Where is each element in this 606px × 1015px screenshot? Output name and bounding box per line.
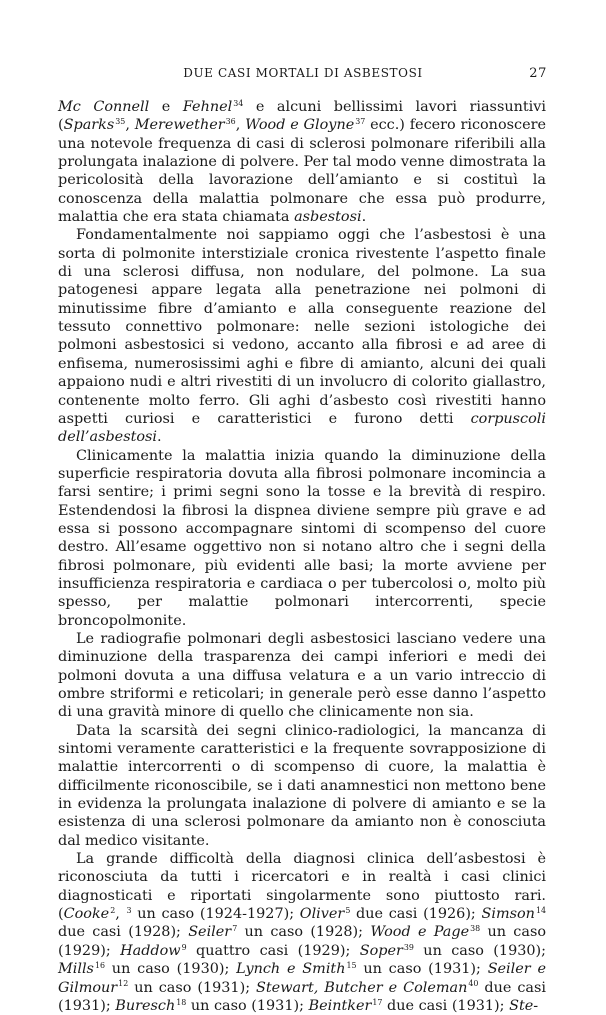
italic-text: Haddow [120, 942, 181, 959]
italic-text: Merewether [134, 117, 225, 134]
page-number: 27 [529, 66, 547, 81]
italic-text: Oliver [299, 906, 345, 923]
text-run: due casi (1931); [382, 997, 510, 1014]
paragraph [58, 98, 546, 226]
reference-number: 39 [403, 942, 414, 952]
reference-number: 5 [345, 905, 351, 915]
text-run: , [235, 117, 246, 134]
text-run: ecc.) fecero riconoscere una notevole frequenza di casi di sclerosi polmonare riferibili alla prolungata inalazione di polvere. Per tal modo venne dimostrata la pericolosità della lavorazione dell’amianto e si costituì la conoscenza della malattia polmonare che essa può produrre, malattia che era stata chiamata [58, 117, 546, 226]
text-run: un caso (1929); [58, 924, 546, 959]
reference-number: 35 [115, 117, 126, 127]
reference-number: 34 [233, 98, 244, 108]
running-header [59, 66, 547, 82]
reference-number: 9 [181, 942, 187, 952]
italic-text: Cooke [63, 906, 110, 923]
paragraph [58, 850, 546, 1015]
reference-number: 16 [94, 961, 105, 971]
text-run: un caso (1931); [186, 997, 309, 1014]
italic-text: Seiler [188, 924, 232, 941]
reference-number: 38 [470, 924, 481, 934]
text-run: , [125, 117, 135, 134]
reference-number: 18 [176, 997, 187, 1007]
paragraph [58, 226, 546, 446]
text-run: un caso (1930); [413, 942, 547, 959]
italic-text: Stewart, Butcher e Coleman [256, 979, 468, 996]
reference-number: 7 [232, 924, 238, 934]
italic-text: asbestosi [294, 209, 362, 226]
text-run: due casi (1926); [350, 906, 482, 923]
reference-number: 14 [535, 905, 546, 915]
reference-number: 17 [372, 997, 383, 1007]
text-run: un caso (1931); [128, 979, 257, 996]
italic-text: Fehnel [182, 99, 233, 115]
text-run: un caso (1930); [105, 961, 237, 978]
text-run: e [149, 99, 183, 115]
italic-text: corpuscoli dell’asbestosi [58, 410, 546, 446]
italic-text: Beintker [308, 997, 372, 1014]
text-run: Fondamentalmente noi sappiamo oggi che l’asbestosi è una sorta di polmonite interstiziale cronica rivestente l’aspetto finale di una sclerosi diffusa, non nodulare, del polmone. La sua patogenesi appare legata alla penetrazione nei polmoni di minutissime fibre d’amianto e alla conseguente reazione del tessuto connettivo polmonare: nelle sezioni istologiche dei polmoni asbestosici si vedono, accanto alla fibrosi e ad aree di enfisema, numerosissimi aghi e fibre di amianto, alcuni dei quali appaiono nudi e altri rivestiti di un involucro di colorito giallastro, contenente molto ferro. Gli aghi d’asbesto così rivestiti hanno aspetti curiosi e caratteristici e furono detti [58, 227, 546, 427]
italic-text: Buresch [115, 997, 176, 1014]
text-run: . [361, 209, 367, 226]
paragraph [58, 630, 546, 722]
text-run: un caso (1931); [356, 961, 488, 978]
italic-text: Seiler e Gilmour [58, 961, 546, 996]
italic-text: Wood e Gloyne [245, 117, 355, 134]
text-run: due casi (1931); [58, 979, 546, 1014]
reference-number: 3 [126, 905, 132, 915]
italic-text: Soper [359, 942, 403, 959]
text-run: un caso (1924-1927); [131, 906, 300, 923]
text-run: La grande difficoltà della diagnosi clinica dell’asbestosi è riconosciuta da tutti i ricercatori e in realtà i casi clinici diagnosticati e riportati singolarmente sono piuttosto rari. ( [58, 851, 546, 923]
text-run: due casi (1928); [58, 924, 189, 941]
text-run: Le radiografie polmonari degli asbestosici lasciano vedere una diminuzione della trasparenza dei campi inferiori e medi dei polmoni dovuta a una diffusa velatura e a un vario intreccio di ombre striformi e reticolari; in generale però esse danno l’aspetto di una gravità minore di quello che clinicamente non sia. [58, 630, 546, 721]
text-run: , [115, 906, 126, 923]
running-title: DUE CASI MORTALI DI ASBESTOSI [183, 66, 423, 80]
text-run: . [157, 429, 162, 446]
italic-text: Sparks [63, 117, 115, 134]
reference-number: 2 [110, 905, 116, 915]
reference-number: 15 [346, 961, 357, 971]
italic-text: Wood e Page [370, 924, 470, 941]
italic-text: Simson [481, 906, 535, 923]
text-run: quattro casi (1929); [186, 942, 360, 959]
body-text [58, 98, 546, 1015]
paragraph [58, 447, 546, 630]
paragraph [58, 722, 546, 850]
reference-number: 12 [118, 979, 129, 989]
italic-text: Mills [58, 961, 94, 978]
text-run: Data la scarsità dei segni clinico-radiologici, la mancanza di sintomi veramente caratteristici e la frequente sovrapposizione di malattie intercorrenti o di scompenso di cuore, la malattia è difficilmente riconoscibile, se i dati anamnestici non mettono bene in evidenza la prolungata inalazione di polvere di amianto e se la esistenza di una sclerosi polmonare da amianto non è conosciuta dal medico visitante. [58, 722, 546, 849]
reference-number: 36 [225, 117, 236, 127]
text-run: Clinicamente la malattia inizia quando la diminuzione della superficie respiratoria dovuta alla fibrosi polmonare incomincia a farsi sentire; i primi segni sono la tosse e la brevità di respiro. Estendendosi la fibrosi la dispnea diviene sempre più grave e ad essa si possono accompagnare sintomi di scompenso del cuore destro. All’esame oggettivo non si notano altro che i segni della fibrosi polmonare, più evidenti alle basi; la morte avviene per insufficienza respiratoria e cardiaca o per tubercolosi o, molto più spesso, per malattie polmonari intercorrenti, specie broncopolmonite. [58, 447, 546, 629]
text-run: e alcuni bellissimi lavori riassuntivi ( [58, 99, 546, 134]
text-run: un caso (1928); [237, 924, 371, 941]
reference-number: 37 [355, 117, 366, 127]
italic-text: Mc Connell [58, 99, 150, 115]
italic-text: Lynch e Smith [236, 961, 346, 978]
reference-number: 40 [468, 979, 479, 989]
italic-text: Ste- [509, 997, 539, 1014]
